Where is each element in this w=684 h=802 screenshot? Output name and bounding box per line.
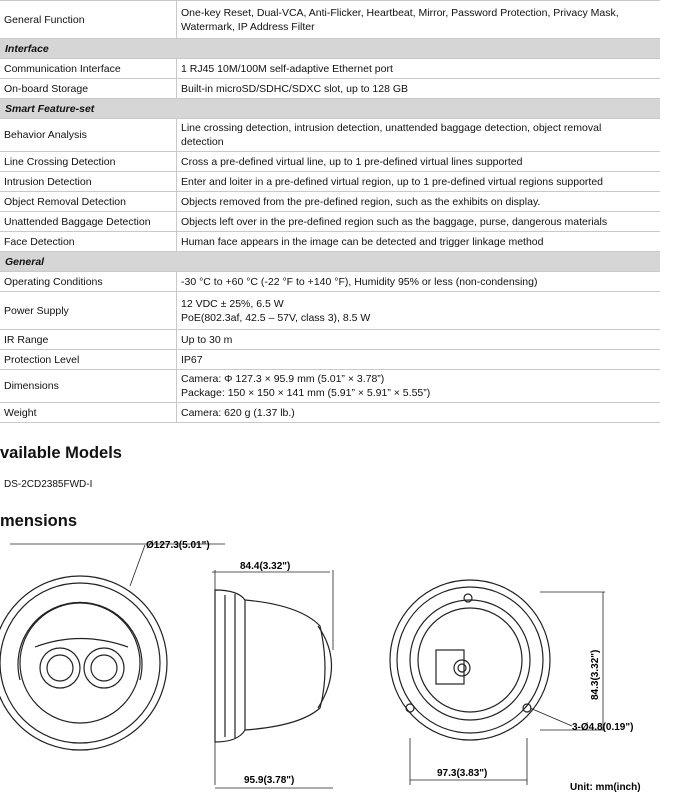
spec-row: [0, 59, 660, 79]
spec-value-line: Human face appears in the image can be detected and trigger linkage method: [181, 235, 544, 248]
side-height-label: 95.9(3.78"): [244, 775, 295, 786]
base-view-drawing: [390, 580, 605, 785]
spec-row: [0, 350, 660, 370]
base-width-label: 97.3(3.83"): [437, 768, 488, 779]
spec-value-line: 12 VDC ± 25%, 6.5 W: [181, 297, 284, 310]
side-view-drawing: [212, 570, 333, 785]
spec-key: Dimensions: [0, 370, 177, 403]
spec-row: [0, 370, 660, 403]
spec-value: [177, 192, 661, 212]
spec-key: Operating Conditions: [0, 272, 177, 292]
spec-row: [0, 330, 660, 350]
available-models-heading: vailable Models: [0, 444, 122, 462]
spec-value: [177, 272, 661, 292]
spec-value-line: PoE(802.3af, 42.5 – 57V, class 3), 8.5 W: [181, 311, 371, 324]
spec-value-line: Camera: Φ 127.3 × 95.9 mm (5.01” × 3.78”): [181, 373, 385, 385]
spec-value: [177, 292, 661, 330]
spec-key: Communication Interface: [0, 59, 177, 79]
spec-value-line: Watermark, IP Address Filter: [181, 20, 315, 33]
spec-value: [177, 172, 661, 192]
spec-key: Intrusion Detection: [0, 172, 177, 192]
spec-value-line: Objects left over in the pre-defined region such as the baggage, purse, dangerous materials: [181, 215, 608, 228]
spec-value: [177, 59, 661, 79]
spec-value-line: Enter and loiter in a pre-defined virtual region, up to 1 pre-defined virtual regions supported: [181, 175, 604, 188]
section-header-row: [0, 252, 660, 272]
spec-value-line: Camera: 620 g (1.37 lb.): [181, 406, 295, 419]
spec-value: [177, 370, 661, 403]
section-header: Interface: [0, 39, 660, 59]
spec-row: [0, 403, 660, 423]
spec-value-line: Built-in microSD/SDHC/SDXC slot, up to 128 GB: [181, 82, 408, 95]
dimensions-heading: mensions: [0, 512, 78, 530]
section-header: Smart Feature-set: [0, 99, 660, 119]
spec-key: Unattended Baggage Detection: [0, 212, 177, 232]
spec-value: [177, 350, 661, 370]
dimension-drawing: [0, 530, 684, 802]
spec-value-line: IP67: [181, 353, 203, 366]
spec-row: [0, 212, 660, 232]
spec-row: [0, 232, 660, 252]
spec-key: Behavior Analysis: [0, 119, 177, 152]
mounting-holes-label: 3-Ø4.8(0.19"): [572, 722, 634, 733]
spec-value: [177, 79, 661, 99]
spec-key: Line Crossing Detection: [0, 152, 177, 172]
spec-value: [177, 212, 661, 232]
spec-value-line: Objects removed from the pre-defined region, such as the exhibits on display.: [181, 195, 541, 208]
spec-key: Power Supply: [0, 292, 177, 330]
section-header-row: [0, 99, 660, 119]
spec-value: [177, 403, 661, 423]
model-number: DS-2CD2385FWD-I: [4, 479, 93, 490]
spec-row: [0, 1, 660, 39]
spec-row: [0, 172, 660, 192]
spec-row: [0, 272, 660, 292]
unit-label: Unit: mm(inch): [570, 782, 641, 793]
spec-row: [0, 292, 660, 330]
spec-value: [177, 330, 661, 350]
spec-value-line: One-key Reset, Dual-VCA, Anti-Flicker, Heartbeat, Mirror, Password Protection, Privacy Mask,: [181, 6, 619, 19]
side-depth-label: 84.4(3.32"): [240, 561, 291, 572]
spec-value-line: Up to 30 m: [181, 333, 233, 346]
spec-key: Protection Level: [0, 350, 177, 370]
spec-row: [0, 79, 660, 99]
spec-value-line: 1 RJ45 10M/100M self-adaptive Ethernet port: [181, 62, 393, 75]
spec-value-line: Cross a pre-defined virtual line, up to 1 pre-defined virtual lines supported: [181, 155, 523, 168]
spec-value-line: Package: 150 × 150 × 141 mm (5.91” × 5.91” × 5.55”): [181, 387, 431, 399]
spec-row: [0, 119, 660, 152]
spec-key: General Function: [0, 1, 177, 39]
spec-row: [0, 192, 660, 212]
spec-value-line: detection: [181, 136, 224, 148]
spec-row: [0, 152, 660, 172]
spec-value: [177, 1, 661, 39]
spec-value: [177, 119, 661, 152]
spec-key: Face Detection: [0, 232, 177, 252]
spec-value-line: -30 °C to +60 °C (-22 °F to +140 °F), Humidity 95% or less (non-condensing): [181, 275, 538, 288]
front-diameter-label: Ø127.3(5.01"): [146, 540, 210, 551]
spec-key: Object Removal Detection: [0, 192, 177, 212]
spec-value-line: Line crossing detection, intrusion detection, unattended baggage detection, object removal: [181, 122, 602, 134]
spec-value: [177, 232, 661, 252]
spec-value: [177, 152, 661, 172]
spec-key: IR Range: [0, 330, 177, 350]
spec-key: On-board Storage: [0, 79, 177, 99]
spec-key: Weight: [0, 403, 177, 423]
front-view-drawing: [0, 544, 225, 750]
section-header-row: [0, 39, 660, 59]
section-header: General: [0, 252, 660, 272]
base-height-label: 84.3(3.32"): [590, 649, 601, 700]
